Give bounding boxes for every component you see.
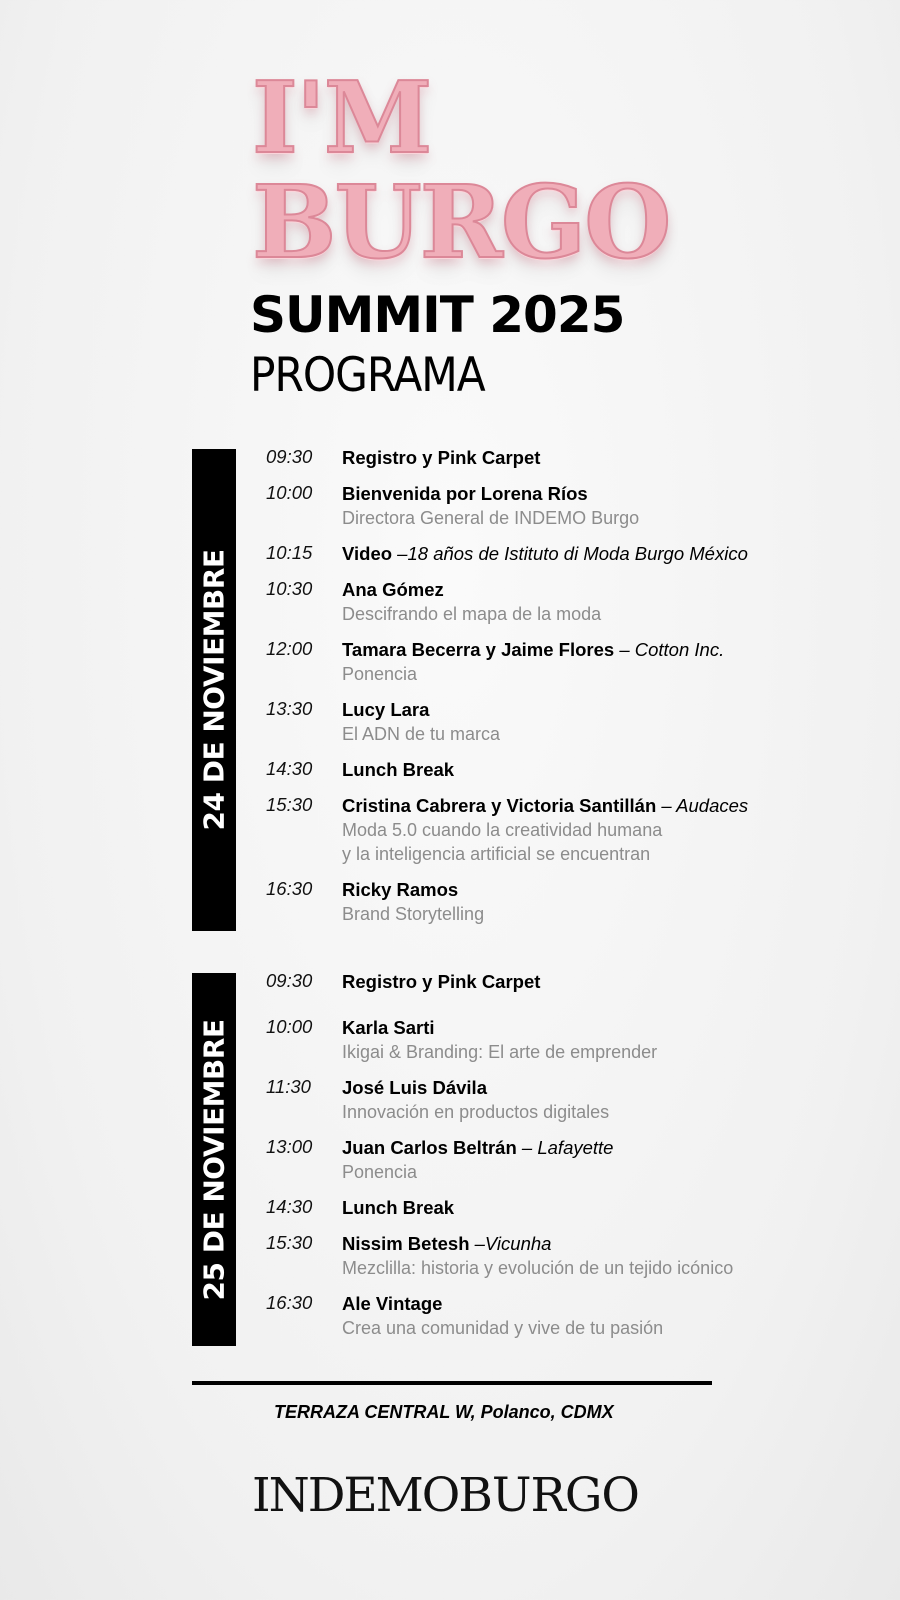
- schedule-content: [342, 1136, 900, 1184]
- day-label: 25 DE NOVIEMBRE: [197, 1019, 231, 1300]
- schedule-title-line: [342, 758, 900, 782]
- day-block-25-nov: [0, 970, 900, 1346]
- schedule-content: [342, 446, 900, 470]
- schedule-title-line: [342, 1292, 900, 1316]
- brand-burgo: BURGO: [458, 1468, 639, 1523]
- schedule-title-line: [342, 482, 900, 506]
- schedule-time: 10:30: [266, 578, 313, 599]
- brand-indemo: INDEMO: [252, 1468, 459, 1523]
- schedule-title: Lunch Break: [342, 1197, 455, 1218]
- schedule-title: Cristina Cabrera y Victoria Santillán: [342, 795, 657, 816]
- schedule-time: 09:30: [266, 970, 313, 991]
- schedule-content: [342, 1196, 900, 1220]
- im-burgo-logo: [252, 61, 670, 281]
- schedule-time: 14:30: [266, 1196, 313, 1217]
- day-label: 24 DE NOVIEMBRE: [197, 549, 231, 831]
- schedule-time: 09:30: [266, 446, 313, 467]
- programa-heading: PROGRAMA: [250, 348, 485, 403]
- schedule-subtitle: Innovación en productos digitales: [342, 1102, 610, 1122]
- schedule-title: Registro y Pink Carpet: [342, 447, 541, 468]
- schedule-title: Lucy Lara: [342, 699, 430, 720]
- schedule-content: [342, 1076, 900, 1124]
- schedule-title: Ana Gómez: [342, 579, 444, 600]
- schedule-subtitle: Brand Storytelling: [342, 904, 485, 924]
- schedule-time: 13:00: [266, 1136, 313, 1157]
- schedule-title-line: [342, 970, 900, 994]
- schedule-time: 16:30: [266, 1292, 313, 1313]
- schedule-content: [342, 1232, 900, 1280]
- schedule-time: 13:30: [266, 698, 313, 719]
- day-block-24-nov: [0, 446, 900, 931]
- schedule-title-line: [342, 578, 900, 602]
- schedule-subtitle: Descifrando el mapa de la moda: [342, 604, 602, 624]
- indemo-burgo-logo: [252, 1468, 639, 1523]
- schedule-title: Ale Vintage: [342, 1293, 443, 1314]
- day-label-bar: [192, 973, 236, 1346]
- schedule-subtitle: Directora General de INDEMO Burgo: [342, 508, 640, 528]
- schedule-time: 11:30: [266, 1076, 311, 1097]
- schedule-subtitle: Crea una comunidad y vive de tu pasión: [342, 1318, 664, 1338]
- schedule-title-line: [342, 638, 900, 662]
- schedule-title-line: [342, 1136, 900, 1160]
- venue-text: TERRAZA CENTRAL W, Polanco, CDMX: [274, 1402, 614, 1422]
- schedule-subtitle: El ADN de tu marca: [342, 724, 501, 744]
- schedule-title-line: [342, 794, 900, 818]
- schedule-subtitle: Mezclilla: historia y evolución de un tejido icónico: [342, 1258, 734, 1278]
- schedule-subtitle: Ponencia: [342, 1162, 418, 1182]
- schedule-title-line: [342, 698, 900, 722]
- schedule-time: 15:30: [266, 1232, 313, 1253]
- schedule-title: Registro y Pink Carpet: [342, 971, 541, 992]
- schedule-subtitle: Ikigai & Branding: El arte de emprender: [342, 1042, 658, 1062]
- summit-title: SUMMIT 2025: [250, 286, 625, 344]
- schedule-subtitle: Ponencia: [342, 664, 418, 684]
- schedule-affiliation: –18 años de Istituto di Moda Burgo México: [392, 543, 748, 564]
- schedule-title: Lunch Break: [342, 759, 455, 780]
- schedule-title: José Luis Dávila: [342, 1077, 487, 1098]
- schedule-content: [342, 482, 900, 530]
- schedule-content: [342, 758, 900, 782]
- footer-divider: [192, 1381, 712, 1385]
- schedule-title-line: [342, 1076, 900, 1100]
- schedule-content: [342, 542, 900, 566]
- schedule-time: 15:30: [266, 794, 313, 815]
- schedule-time: 10:00: [266, 1016, 313, 1037]
- schedule-content: [342, 970, 900, 994]
- logo-line-1: I'M: [252, 61, 431, 176]
- schedule-affiliation: – Cotton Inc.: [614, 639, 725, 660]
- schedule-time: 16:30: [266, 878, 313, 899]
- schedule-title-line: [342, 446, 900, 470]
- schedule-title: Nissim Betesh: [342, 1233, 470, 1254]
- schedule-content: [342, 794, 900, 866]
- schedule-title: Video: [342, 543, 393, 564]
- schedule-title-line: [342, 1016, 900, 1040]
- schedule-subtitle: y la inteligencia artificial se encuentran: [342, 844, 651, 864]
- schedule-time: 12:00: [266, 638, 313, 659]
- schedule-title: Tamara Becerra y Jaime Flores: [342, 639, 615, 660]
- schedule-time: 10:15: [266, 542, 313, 563]
- schedule-subtitle: Moda 5.0 cuando la creatividad humana: [342, 820, 663, 840]
- schedule-content: [342, 1292, 900, 1340]
- schedule-affiliation: –Vicunha: [469, 1233, 552, 1254]
- schedule-title-line: [342, 542, 900, 566]
- schedule-title-line: [342, 1196, 900, 1220]
- schedule-title-line: [342, 878, 900, 902]
- schedule-title: Bienvenida por Lorena Ríos: [342, 483, 588, 504]
- schedule-content: [342, 638, 900, 686]
- schedule-title: Karla Sarti: [342, 1017, 435, 1038]
- schedule-title: Juan Carlos Beltrán: [342, 1137, 517, 1158]
- logo-line-2: BURGO: [252, 163, 670, 281]
- schedule-affiliation: – Audaces: [656, 795, 749, 816]
- schedule-title: Ricky Ramos: [342, 879, 459, 900]
- schedule-title-line: [342, 1232, 900, 1256]
- schedule-time: 10:00: [266, 482, 313, 503]
- day-label-bar: [192, 449, 236, 931]
- schedule-content: [342, 698, 900, 746]
- schedule-content: [342, 1016, 900, 1064]
- schedule-affiliation: – Lafayette: [516, 1137, 614, 1158]
- schedule-content: [342, 878, 900, 926]
- schedule-content: [342, 578, 900, 626]
- schedule-time: 14:30: [266, 758, 313, 779]
